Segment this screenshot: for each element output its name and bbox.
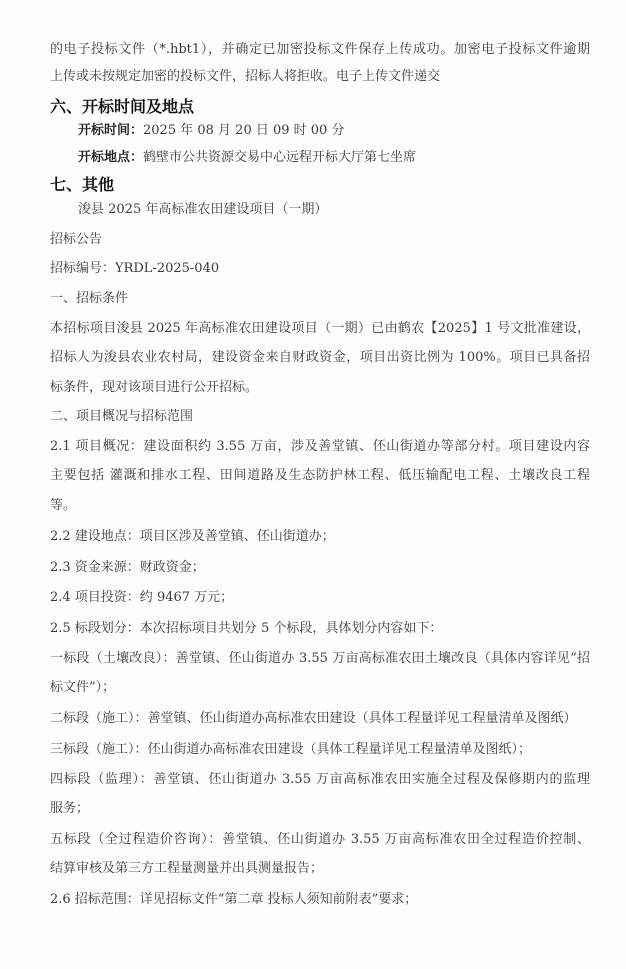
conditions-heading: 一、招标条件 — [50, 291, 129, 306]
investment-line: 2.4 项目投资：约 9467 万元； — [50, 590, 234, 605]
opening-place-row — [78, 148, 416, 167]
location-line: 2.2 建设地点：项目区涉及善堂镇、伾山街道办； — [50, 529, 335, 544]
notice-title: 招标公告 — [50, 232, 103, 247]
lot-4-line-1: 四标段（监理）：善堂镇、伾山街道办 3.55 万亩高标准农田实施全过程及保修期内的监理 — [50, 772, 590, 787]
scope-heading: 二、项目概况与招标范围 — [50, 409, 194, 424]
prev-paragraph-line-1: 的电子投标文件（*.hbt1），并确定已加密投标文件保存上传成功。加密电子投标文件逾期 — [50, 42, 590, 57]
overview-line-2: 主要包括 灌溉和排水工程、田间道路及生态防护林工程、低压输配电工程、土壤改良工程 — [50, 468, 590, 483]
opening-time-row — [78, 121, 344, 140]
lot-5-line-2: 结算审核及第三方工程量测量并出具测量报告； — [50, 861, 324, 876]
bid-number: 招标编号：YRDL-2025-040 — [50, 261, 220, 276]
project-title: 浚县 2025 年高标准农田建设项目（一期） — [78, 202, 328, 217]
conditions-line-1: 本招标项目浚县 2025 年高标准农田建设项目（一期）已由鹤农【2025】1 号文批准建设， — [50, 321, 590, 336]
opening-place-label: 开标地点： — [78, 150, 144, 165]
prev-paragraph-line-2: 上传或未按规定加密的投标文件，招标人将拒收。电子上传文件递交 — [50, 69, 441, 84]
lot-3-line: 三标段（施工）：伾山街道办高标准农田建设（具体工程量详见工程量清单及图纸）； — [50, 742, 532, 757]
section-7-heading: 七、其他 — [50, 175, 115, 194]
opening-place-value: 鹤壁市公共资源交易中心远程开标大厅第七坐席 — [143, 150, 417, 165]
scope-line: 2.6 招标范围：详见招标文件“第二章 投标人须知前附表”要求； — [50, 892, 418, 907]
overview-line-1: 2.1 项目概况：建设面积约 3.55 万亩，涉及善堂镇、伾山街道办等部分村。项目建设内容 — [50, 439, 590, 454]
lot-5-line-1: 五标段（全过程造价咨询）：善堂镇、伾山街道办 3.55 万亩高标准农田全过程造价控制、 — [50, 832, 590, 847]
conditions-line-3: 标条件，现对该项目进行公开招标。 — [50, 380, 259, 395]
opening-time-label: 开标时间： — [78, 123, 144, 138]
lots-intro-line: 2.5 标段划分：本次招标项目共划分 5 个标段，具体划分内容如下： — [50, 621, 443, 636]
lot-1-line-2: 标文件”）； — [50, 680, 116, 695]
lot-2-line: 二标段（施工）：善堂镇、伾山街道办高标准农田建设（具体工程量详见工程量清单及图纸） — [50, 711, 577, 726]
section-6-heading: 六、开标时间及地点 — [50, 97, 195, 116]
opening-time-value: 2025 年 08 月 20 日 09 时 00 分 — [143, 123, 345, 138]
lot-4-line-2: 服务； — [50, 801, 90, 816]
conditions-line-2: 招标人为浚县农业农村局，建设资金来自财政资金，项目出资比例为 100%。项目已具备招 — [50, 350, 590, 365]
overview-line-3: 等。 — [50, 498, 77, 513]
funding-line: 2.3 资金来源：财政资金； — [50, 560, 205, 575]
lot-1-line-1: 一标段（土壤改良）：善堂镇、伾山街道办 3.55 万亩高标准农田土壤改良（具体内容详见“招 — [50, 651, 590, 666]
